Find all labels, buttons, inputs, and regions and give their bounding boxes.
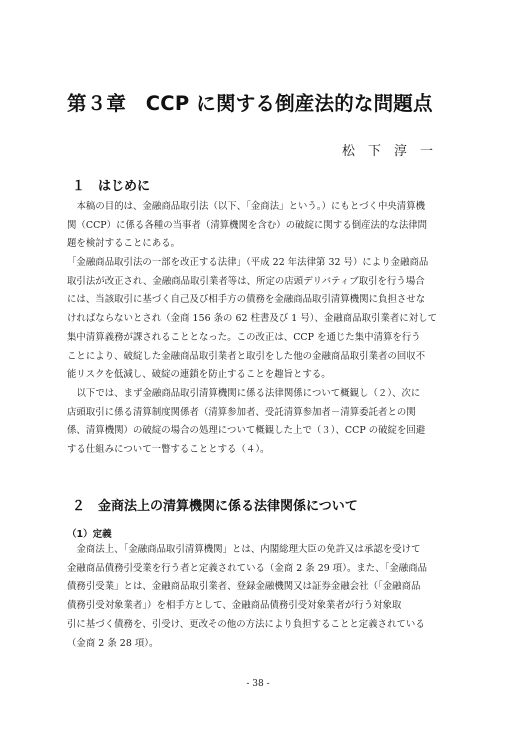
paragraph <box>67 198 449 254</box>
chapter-title: 第３章 CCP に関する倒産法的な問題点 <box>67 92 433 115</box>
text-line: 債務引受業」とは、金融商品取引業者、登録金融機関又は証券金融会社（「金融商品 <box>67 581 421 593</box>
text-line: 係、清算機関）の破綻の場合の処理について概観した上で（３）、CCP の破綻を回避 <box>67 425 426 437</box>
text-line: ことにより、破綻した金融商品取引業者と取引をした他の金融商品取引業者の回収不 <box>67 350 426 362</box>
section-number: ２ <box>72 499 86 514</box>
text-line: 金融商品債務引受業を行う者と定義されている（金商 2 条 29 項）。また、「金融商品 <box>67 562 428 574</box>
page-number: - 38 - <box>246 679 270 689</box>
text-line: 関（CCP）に係る各種の当事者（清算機関を含む）の破綻に関する倒産法的な法律問 <box>67 219 428 231</box>
text-line: 集中清算義務が課されることとなった。この改正は、CCP を通じた集中清算を行う <box>67 331 421 343</box>
section-heading-1 <box>72 175 150 194</box>
text-line: 債務引受対象業者」）を相手方として、金融商品債務引受対象業者が行う対象取 <box>67 600 402 612</box>
text-line: 店頭取引に係る清算制度関係者（清算参加者、受託清算参加者－清算委託者との関 <box>67 406 416 418</box>
paragraph <box>67 385 449 460</box>
section-title: はじめに <box>98 179 151 194</box>
text-line: （金商 2 条 28 項）。 <box>67 637 159 649</box>
text-line: 金商法上、「金融商品取引清算機関」とは、内閣総理大臣の免許又は承認を受けて <box>76 544 421 555</box>
paragraph <box>67 541 449 653</box>
text-line: 取引法が改正され、金融商品取引業者等は、所定の店頭デリバティブ取引を行う場合 <box>67 275 425 287</box>
text-line: 能リスクを低減し、破綻の連鎖を防止することを趣旨とする。 <box>67 369 331 381</box>
text-line: には、当該取引に基づく自己及び相手方の債務を金融商品取引清算機関に負担させな <box>67 294 426 306</box>
text-line: 以下では、まず金融商品取引清算機関に係る法律関係について概観し（２）、次に <box>76 388 421 399</box>
text-line: 引に基づく債務を、引受け、更改その他の方法により負担することと定義されている <box>67 618 425 630</box>
text-line: する仕組みについて一瞥することとする（４）。 <box>67 444 270 456</box>
text-line: ければならないとされ（金商 156 条の 62 柱書及び 1 号）、金融商品取引業者に対して <box>67 313 438 325</box>
section-title: 金商法上の清算機関に係る法律関係について <box>98 499 358 514</box>
text-line: 本稿の目的は、金融商品取引法（以下、「金商法」という。）にもとづく中央清算機 <box>76 201 426 212</box>
author-name: 松下淳一 <box>341 144 446 159</box>
paragraph <box>67 254 449 385</box>
section-number: １ <box>72 179 86 194</box>
text-line: 題を検討することにある。 <box>67 238 181 250</box>
section-heading-2 <box>72 495 358 514</box>
subsection-heading: （1）定義 <box>67 529 112 540</box>
text-line: 「金融商品取引法の一部を改正する法律」（平成 22 年法律第 32 号）により金融商品 <box>67 257 429 268</box>
